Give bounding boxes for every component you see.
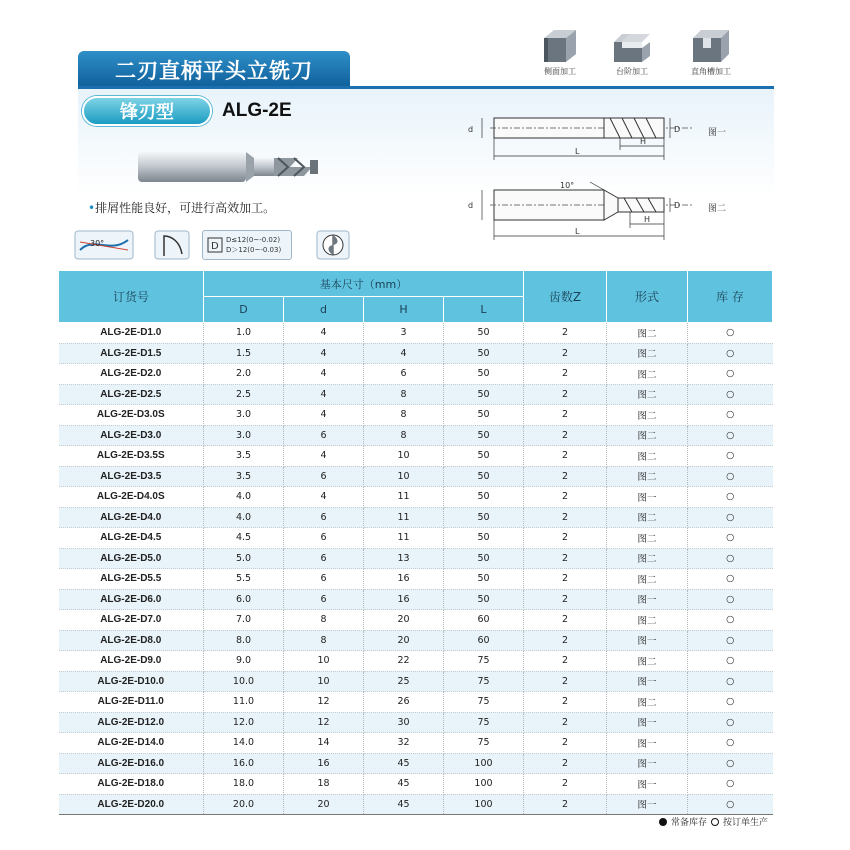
cell-z: 2 <box>524 589 607 610</box>
cell-D: 6.0 <box>204 589 284 610</box>
cell-form: 图一 <box>607 774 688 795</box>
cell-H: 11 <box>364 487 444 508</box>
cell-H: 45 <box>364 753 444 774</box>
cell-L: 50 <box>444 323 524 344</box>
table-row <box>59 487 773 508</box>
table-row <box>59 446 773 467</box>
cell-form: 图二 <box>607 651 688 672</box>
cell-H: 8 <box>364 384 444 405</box>
dim-d-label: d <box>468 125 474 134</box>
table-row <box>59 712 773 733</box>
cell-d: 6 <box>284 589 364 610</box>
spec-table <box>58 270 773 815</box>
cell-d: 6 <box>284 569 364 590</box>
cell-stock: ○ <box>688 671 773 692</box>
cell-stock: ○ <box>688 507 773 528</box>
cell-L: 50 <box>444 405 524 426</box>
tolerance-line-2: D＞12(0~-0.03) <box>226 246 282 254</box>
table-row <box>59 548 773 569</box>
cell-d: 4 <box>284 446 364 467</box>
cell-d: 10 <box>284 671 364 692</box>
cell-L: 60 <box>444 630 524 651</box>
table-row <box>59 528 773 549</box>
cell-stock: ○ <box>688 343 773 364</box>
table-row <box>59 405 773 426</box>
table-row <box>59 671 773 692</box>
cell-code: ALG-2E-D11.0 <box>59 692 204 713</box>
cell-stock: ○ <box>688 425 773 446</box>
table-row <box>59 651 773 672</box>
cell-form: 图二 <box>607 446 688 467</box>
cell-L: 50 <box>444 548 524 569</box>
cell-code: ALG-2E-D3.5 <box>59 466 204 487</box>
cell-d: 4 <box>284 405 364 426</box>
cell-code: ALG-2E-D1.0 <box>59 323 204 344</box>
cell-d: 4 <box>284 343 364 364</box>
cell-form: 图二 <box>607 405 688 426</box>
cell-d: 4 <box>284 323 364 344</box>
side-milling-icon <box>540 28 580 64</box>
table-row <box>59 425 773 446</box>
figure-2-label: 图二 <box>708 204 727 214</box>
cell-L: 50 <box>444 425 524 446</box>
cell-L: 75 <box>444 651 524 672</box>
cell-stock: ○ <box>688 528 773 549</box>
angle-label: 10° <box>560 181 575 190</box>
cell-d: 6 <box>284 548 364 569</box>
table-row <box>59 774 773 795</box>
dim-H-label: H <box>640 137 647 146</box>
cell-stock: ○ <box>688 651 773 672</box>
cell-form: 图二 <box>607 323 688 344</box>
cell-z: 2 <box>524 774 607 795</box>
cell-d: 12 <box>284 712 364 733</box>
cell-code: ALG-2E-D8.0 <box>59 630 204 651</box>
cell-z: 2 <box>524 507 607 528</box>
diameter-icon <box>207 237 223 253</box>
cell-stock: ○ <box>688 323 773 344</box>
cell-form: 图二 <box>607 384 688 405</box>
cell-stock: ○ <box>688 692 773 713</box>
cell-code: ALG-2E-D20.0 <box>59 794 204 815</box>
cell-D: 9.0 <box>204 651 284 672</box>
dim-D-label-2: D <box>674 201 681 210</box>
cell-D: 12.0 <box>204 712 284 733</box>
cell-z: 2 <box>524 487 607 508</box>
header-D: D <box>204 297 284 323</box>
cell-form: 图二 <box>607 548 688 569</box>
header-teeth: 齿数Z <box>524 271 607 323</box>
slot-milling-item <box>686 28 736 77</box>
tolerance-badge <box>202 230 292 260</box>
cell-z: 2 <box>524 446 607 467</box>
helix-angle-icon <box>74 230 134 260</box>
cell-code: ALG-2E-D9.0 <box>59 651 204 672</box>
cell-code: ALG-2E-D4.0S <box>59 487 204 508</box>
helix-angle-badge <box>74 230 134 260</box>
cell-form: 图二 <box>607 528 688 549</box>
cell-H: 16 <box>364 589 444 610</box>
cell-L: 50 <box>444 446 524 467</box>
table-row <box>59 323 773 344</box>
tolerance-line-1: D≤12(0~-0.02) <box>226 236 281 244</box>
filled-circle-icon <box>659 818 667 826</box>
step-milling-item <box>607 28 657 77</box>
cell-stock: ○ <box>688 794 773 815</box>
feature-text: 排屑性能良好，可进行高效加工。 <box>95 201 276 215</box>
cell-H: 20 <box>364 610 444 631</box>
cell-stock: ○ <box>688 589 773 610</box>
cell-H: 25 <box>364 671 444 692</box>
table-row <box>59 794 773 815</box>
cell-L: 50 <box>444 384 524 405</box>
cell-L: 60 <box>444 610 524 631</box>
feature-description <box>88 199 275 216</box>
cell-D: 2.5 <box>204 384 284 405</box>
header-code: 订货号 <box>59 271 204 323</box>
cell-form: 图一 <box>607 589 688 610</box>
cell-H: 10 <box>364 466 444 487</box>
cell-D: 4.5 <box>204 528 284 549</box>
dim-d-label-2: d <box>468 201 474 210</box>
side-milling-item <box>535 28 585 77</box>
step-milling-label: 台阶加工 <box>616 67 648 76</box>
table-row <box>59 507 773 528</box>
cell-D: 10.0 <box>204 671 284 692</box>
model-code: ALG-2E <box>222 100 292 121</box>
dim-L-label-2: L <box>575 227 580 236</box>
cell-code: ALG-2E-D16.0 <box>59 753 204 774</box>
cell-z: 2 <box>524 630 607 651</box>
cell-D: 4.0 <box>204 507 284 528</box>
cell-L: 50 <box>444 364 524 385</box>
cell-code: ALG-2E-D5.0 <box>59 548 204 569</box>
cell-H: 8 <box>364 425 444 446</box>
dim-L-label: L <box>575 147 580 156</box>
cell-d: 4 <box>284 364 364 385</box>
cell-d: 14 <box>284 733 364 754</box>
cell-z: 2 <box>524 343 607 364</box>
cell-code: ALG-2E-D2.5 <box>59 384 204 405</box>
header-basic-size: 基本尺寸（mm） <box>204 271 524 297</box>
cell-stock: ○ <box>688 466 773 487</box>
header-H: H <box>364 297 444 323</box>
cell-code: ALG-2E-D3.5S <box>59 446 204 467</box>
cell-form: 图一 <box>607 733 688 754</box>
cell-D: 3.5 <box>204 446 284 467</box>
cell-form: 图二 <box>607 364 688 385</box>
legend-order-label: 按订单生产 <box>722 818 768 828</box>
cell-L: 75 <box>444 692 524 713</box>
cell-L: 50 <box>444 569 524 590</box>
cell-form: 图二 <box>607 507 688 528</box>
cell-L: 50 <box>444 507 524 528</box>
flat-end-badge <box>154 230 190 260</box>
cell-D: 1.5 <box>204 343 284 364</box>
two-flute-icon <box>316 230 350 260</box>
table-row <box>59 364 773 385</box>
table-row <box>59 569 773 590</box>
cell-stock: ○ <box>688 630 773 651</box>
step-milling-icon <box>610 28 654 64</box>
cell-d: 6 <box>284 466 364 487</box>
cell-code: ALG-2E-D4.5 <box>59 528 204 549</box>
cell-z: 2 <box>524 712 607 733</box>
flat-end-icon <box>154 230 190 260</box>
header-form: 形式 <box>607 271 688 323</box>
cell-D: 5.5 <box>204 569 284 590</box>
cell-z: 2 <box>524 425 607 446</box>
cell-z: 2 <box>524 364 607 385</box>
cell-d: 6 <box>284 528 364 549</box>
cell-z: 2 <box>524 323 607 344</box>
cell-code: ALG-2E-D2.0 <box>59 364 204 385</box>
cell-code: ALG-2E-D1.5 <box>59 343 204 364</box>
cell-stock: ○ <box>688 733 773 754</box>
cell-form: 图一 <box>607 753 688 774</box>
cell-form: 图二 <box>607 466 688 487</box>
cell-H: 8 <box>364 405 444 426</box>
cell-stock: ○ <box>688 753 773 774</box>
cell-D: 3.5 <box>204 466 284 487</box>
cell-D: 11.0 <box>204 692 284 713</box>
cell-D: 4.0 <box>204 487 284 508</box>
header-L: L <box>444 297 524 323</box>
cell-H: 16 <box>364 569 444 590</box>
cell-code: ALG-2E-D4.0 <box>59 507 204 528</box>
cell-D: 2.0 <box>204 364 284 385</box>
cell-d: 6 <box>284 507 364 528</box>
title-underline <box>78 86 774 89</box>
cell-L: 50 <box>444 343 524 364</box>
cell-d: 8 <box>284 630 364 651</box>
cell-D: 1.0 <box>204 323 284 344</box>
cell-form: 图二 <box>607 569 688 590</box>
cell-d: 16 <box>284 753 364 774</box>
cell-H: 45 <box>364 794 444 815</box>
table-row <box>59 733 773 754</box>
cell-z: 2 <box>524 405 607 426</box>
cell-code: ALG-2E-D3.0 <box>59 425 204 446</box>
cell-H: 11 <box>364 507 444 528</box>
cell-code: ALG-2E-D5.5 <box>59 569 204 590</box>
type-badge: 锋刃型 <box>82 96 212 126</box>
cell-d: 4 <box>284 384 364 405</box>
cell-form: 图二 <box>607 610 688 631</box>
dim-H-label-2: H <box>644 215 651 224</box>
cell-d: 12 <box>284 692 364 713</box>
cell-z: 2 <box>524 692 607 713</box>
cell-code: ALG-2E-D18.0 <box>59 774 204 795</box>
slot-milling-label: 直角槽加工 <box>691 67 731 76</box>
table-row <box>59 384 773 405</box>
cell-D: 18.0 <box>204 774 284 795</box>
cell-form: 图一 <box>607 630 688 651</box>
cell-code: ALG-2E-D3.0S <box>59 405 204 426</box>
cell-stock: ○ <box>688 569 773 590</box>
cell-L: 50 <box>444 487 524 508</box>
cell-H: 10 <box>364 446 444 467</box>
drawing-figure-2 <box>460 176 700 246</box>
cell-z: 2 <box>524 753 607 774</box>
cell-form: 图一 <box>607 487 688 508</box>
cell-stock: ○ <box>688 610 773 631</box>
cell-z: 2 <box>524 794 607 815</box>
cell-H: 22 <box>364 651 444 672</box>
cell-z: 2 <box>524 548 607 569</box>
header-stock: 库 存 <box>688 271 773 323</box>
cell-z: 2 <box>524 610 607 631</box>
cell-H: 11 <box>364 528 444 549</box>
cell-z: 2 <box>524 671 607 692</box>
hollow-circle-icon <box>711 818 719 826</box>
flute-badge <box>316 230 350 260</box>
cell-H: 4 <box>364 343 444 364</box>
end-mill-photo <box>138 148 338 188</box>
cell-D: 16.0 <box>204 753 284 774</box>
table-row <box>59 589 773 610</box>
cell-stock: ○ <box>688 446 773 467</box>
cell-H: 45 <box>364 774 444 795</box>
cell-stock: ○ <box>688 487 773 508</box>
cell-H: 20 <box>364 630 444 651</box>
cell-L: 100 <box>444 794 524 815</box>
helix-angle-text: 30° <box>90 239 105 248</box>
cell-stock: ○ <box>688 384 773 405</box>
drawing-figure-1 <box>460 108 700 168</box>
cell-form: 图二 <box>607 692 688 713</box>
table-body <box>59 323 773 815</box>
cell-z: 2 <box>524 733 607 754</box>
cell-z: 2 <box>524 384 607 405</box>
table-row <box>59 692 773 713</box>
slot-milling-icon <box>689 28 733 64</box>
bullet-icon: • <box>88 201 96 215</box>
cell-stock: ○ <box>688 364 773 385</box>
cell-form: 图二 <box>607 425 688 446</box>
table-row <box>59 343 773 364</box>
cell-D: 7.0 <box>204 610 284 631</box>
cell-d: 6 <box>284 425 364 446</box>
cell-D: 3.0 <box>204 405 284 426</box>
cell-code: ALG-2E-D12.0 <box>59 712 204 733</box>
cell-D: 8.0 <box>204 630 284 651</box>
dim-D-label: D <box>674 125 681 134</box>
cell-stock: ○ <box>688 774 773 795</box>
cell-H: 13 <box>364 548 444 569</box>
cell-D: 3.0 <box>204 425 284 446</box>
cell-L: 50 <box>444 466 524 487</box>
cell-d: 8 <box>284 610 364 631</box>
cell-z: 2 <box>524 528 607 549</box>
cell-stock: ○ <box>688 405 773 426</box>
header-d: d <box>284 297 364 323</box>
stock-legend <box>659 815 768 828</box>
cell-z: 2 <box>524 466 607 487</box>
svg-text:D: D <box>211 241 219 252</box>
cell-L: 50 <box>444 589 524 610</box>
cell-L: 75 <box>444 712 524 733</box>
cell-L: 100 <box>444 774 524 795</box>
cell-H: 3 <box>364 323 444 344</box>
table-row <box>59 630 773 651</box>
cell-D: 5.0 <box>204 548 284 569</box>
cell-D: 20.0 <box>204 794 284 815</box>
cell-L: 50 <box>444 528 524 549</box>
figure-1-label: 图一 <box>708 128 727 138</box>
cell-form: 图一 <box>607 794 688 815</box>
cell-D: 14.0 <box>204 733 284 754</box>
cell-code: ALG-2E-D7.0 <box>59 610 204 631</box>
cell-code: ALG-2E-D10.0 <box>59 671 204 692</box>
table-row <box>59 610 773 631</box>
cell-stock: ○ <box>688 548 773 569</box>
side-milling-label: 侧面加工 <box>544 67 576 76</box>
legend-stock-label: 常备库存 <box>670 818 707 828</box>
cell-form: 图一 <box>607 712 688 733</box>
cell-code: ALG-2E-D14.0 <box>59 733 204 754</box>
cell-d: 20 <box>284 794 364 815</box>
cell-L: 100 <box>444 753 524 774</box>
cell-H: 6 <box>364 364 444 385</box>
table-row <box>59 753 773 774</box>
table-row <box>59 466 773 487</box>
cell-H: 26 <box>364 692 444 713</box>
cell-form: 图一 <box>607 671 688 692</box>
cell-H: 32 <box>364 733 444 754</box>
cell-form: 图二 <box>607 343 688 364</box>
page-title: 二刃直柄平头立铣刀 <box>78 51 350 88</box>
cell-H: 30 <box>364 712 444 733</box>
cell-z: 2 <box>524 651 607 672</box>
cell-d: 4 <box>284 487 364 508</box>
cell-code: ALG-2E-D6.0 <box>59 589 204 610</box>
cell-L: 75 <box>444 733 524 754</box>
cell-d: 18 <box>284 774 364 795</box>
cell-stock: ○ <box>688 712 773 733</box>
cell-z: 2 <box>524 569 607 590</box>
cell-d: 10 <box>284 651 364 672</box>
cell-L: 75 <box>444 671 524 692</box>
